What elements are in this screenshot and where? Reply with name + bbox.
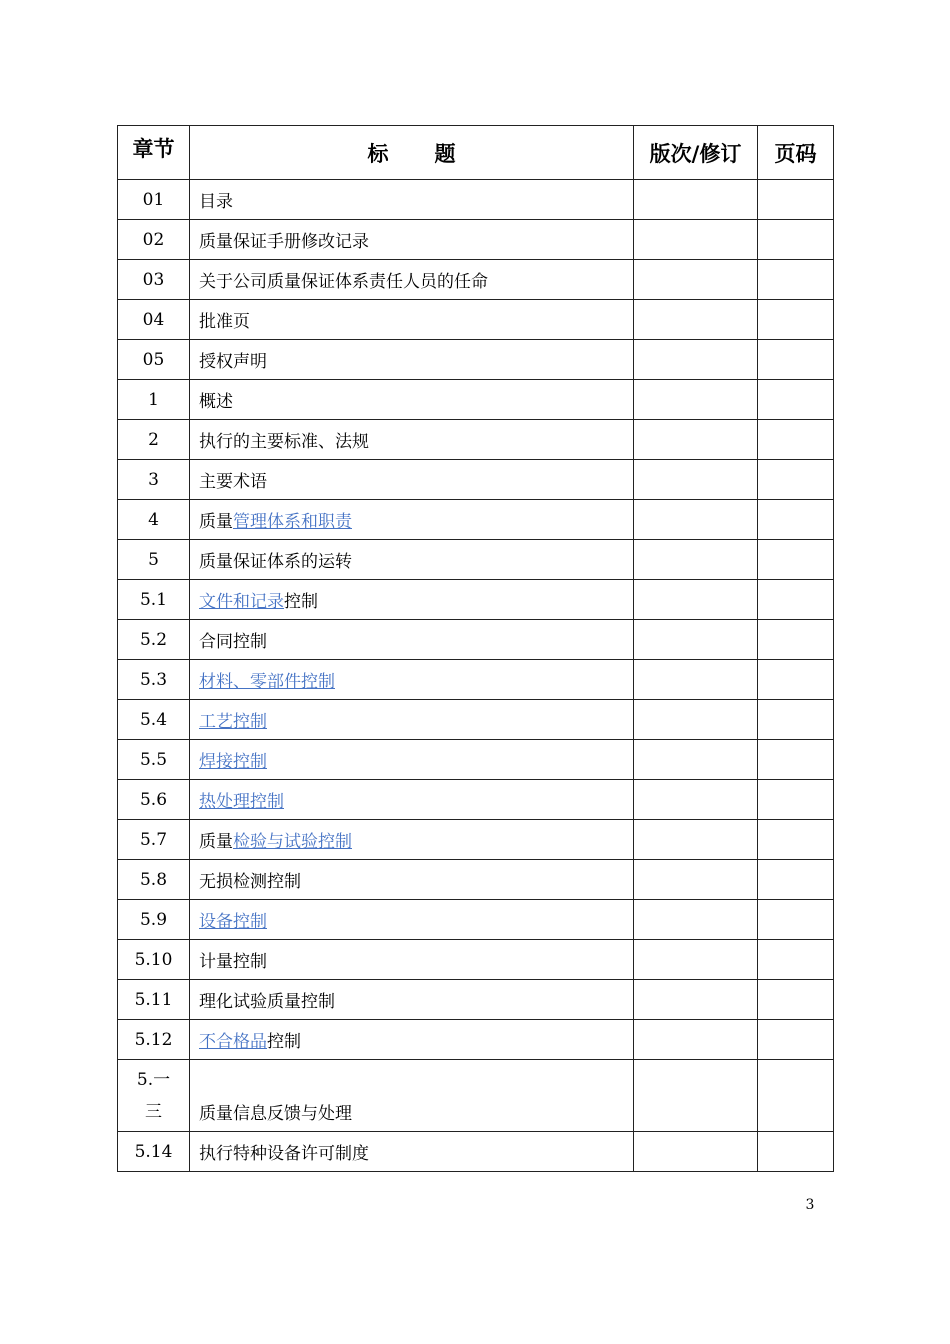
row-title-text: 计量控制 (199, 952, 267, 972)
row-section-number: 5.6 (118, 780, 190, 820)
row-revision (634, 500, 758, 540)
table-row (118, 420, 834, 460)
table-row (118, 900, 834, 940)
row-section-number: 05 (118, 340, 190, 380)
row-title-text: 目录 (199, 192, 233, 212)
row-title-text: 质量 (199, 512, 233, 532)
row-section-number: 03 (118, 260, 190, 300)
row-section-number: 5.3 (118, 660, 190, 700)
row-page (758, 260, 834, 300)
row-section-number: 5.7 (118, 820, 190, 860)
row-page (758, 1020, 834, 1060)
row-section-number: 1 (118, 380, 190, 420)
table-row (118, 660, 834, 700)
table-row (118, 180, 834, 220)
row-section-number: 5.14 (118, 1132, 190, 1172)
row-title (190, 860, 634, 900)
table-row (118, 740, 834, 780)
row-title-text: 质量信息反馈与处理 (199, 1104, 352, 1124)
row-page (758, 620, 834, 660)
row-page (758, 1060, 834, 1132)
row-title-link[interactable]: 工艺控制 (199, 712, 267, 732)
row-title-text: 授权声明 (199, 352, 267, 372)
row-page (758, 1132, 834, 1172)
row-title-link[interactable]: 焊接控制 (199, 752, 267, 772)
row-title (190, 300, 634, 340)
row-page (758, 540, 834, 580)
row-title-text: 合同控制 (199, 632, 267, 652)
row-title (190, 980, 634, 1020)
row-section-number: 5.9 (118, 900, 190, 940)
row-title (190, 180, 634, 220)
row-page (758, 980, 834, 1020)
row-title-text: 关于公司质量保证体系责任人员的任命 (199, 272, 488, 292)
table-row (118, 500, 834, 540)
row-section-number: 5 (118, 540, 190, 580)
toc-table (117, 125, 834, 1172)
row-title-text: 质量 (199, 832, 233, 852)
row-revision (634, 700, 758, 740)
row-title-link[interactable]: 热处理控制 (199, 792, 284, 812)
row-section-number: 5.12 (118, 1020, 190, 1060)
table-row (118, 780, 834, 820)
row-title (190, 340, 634, 380)
row-section-number (118, 1060, 190, 1132)
row-revision (634, 220, 758, 260)
row-section-number: 5.5 (118, 740, 190, 780)
table-row (118, 340, 834, 380)
page-number: 3 (805, 1197, 815, 1213)
row-title-text: 控制 (284, 592, 318, 612)
row-revision (634, 900, 758, 940)
row-title-text: 控制 (267, 1032, 301, 1052)
table-row (118, 260, 834, 300)
row-title-link[interactable]: 文件和记录 (199, 592, 284, 612)
row-title-text: 质量保证手册修改记录 (199, 232, 369, 252)
row-title (190, 460, 634, 500)
row-section-number: 5.11 (118, 980, 190, 1020)
table-row (118, 300, 834, 340)
row-title (190, 780, 634, 820)
row-title-text: 主要术语 (199, 472, 267, 492)
table-row (118, 1060, 834, 1132)
row-revision (634, 740, 758, 780)
row-section-number: 01 (118, 180, 190, 220)
row-title (190, 580, 634, 620)
row-page (758, 860, 834, 900)
row-revision (634, 1132, 758, 1172)
row-revision (634, 940, 758, 980)
row-revision (634, 660, 758, 700)
row-revision (634, 780, 758, 820)
table-row (118, 1020, 834, 1060)
row-page (758, 380, 834, 420)
header-title-part2: 题 (434, 141, 456, 166)
row-page (758, 660, 834, 700)
row-title-text: 执行特种设备许可制度 (199, 1144, 369, 1164)
row-revision (634, 340, 758, 380)
table-row (118, 620, 834, 660)
row-title (190, 620, 634, 660)
row-page (758, 420, 834, 460)
table-row (118, 380, 834, 420)
row-title (190, 1132, 634, 1172)
header-page: 页码 (758, 126, 834, 180)
row-section-number: 5.1 (118, 580, 190, 620)
row-section-number: 3 (118, 460, 190, 500)
row-revision (634, 180, 758, 220)
table-row (118, 860, 834, 900)
row-title-link[interactable]: 检验与试验控制 (233, 832, 352, 852)
row-section-number: 5.2 (118, 620, 190, 660)
table-row (118, 940, 834, 980)
row-page (758, 940, 834, 980)
row-title-text: 无损检测控制 (199, 872, 301, 892)
row-revision (634, 620, 758, 660)
table-row (118, 1132, 834, 1172)
row-section-number: 02 (118, 220, 190, 260)
row-title (190, 260, 634, 300)
row-page (758, 900, 834, 940)
row-title (190, 900, 634, 940)
row-title (190, 540, 634, 580)
row-revision (634, 980, 758, 1020)
row-page (758, 340, 834, 380)
row-revision (634, 580, 758, 620)
row-page (758, 300, 834, 340)
table-header-row (118, 126, 834, 180)
row-revision (634, 420, 758, 460)
row-title (190, 940, 634, 980)
header-section: 章节 (118, 126, 190, 180)
row-revision (634, 260, 758, 300)
row-title (190, 700, 634, 740)
row-revision (634, 540, 758, 580)
row-title (190, 380, 634, 420)
row-title-text: 理化试验质量控制 (199, 992, 335, 1012)
row-page (758, 460, 834, 500)
row-page (758, 700, 834, 740)
row-title-text: 批准页 (199, 312, 250, 332)
row-title-text: 执行的主要标准、法规 (199, 432, 369, 452)
row-title (190, 220, 634, 260)
row-page (758, 180, 834, 220)
row-revision (634, 460, 758, 500)
row-title-link[interactable]: 管理体系和职责 (233, 512, 352, 532)
row-revision (634, 380, 758, 420)
row-page (758, 580, 834, 620)
row-revision (634, 1020, 758, 1060)
table-row (118, 540, 834, 580)
row-title-link[interactable]: 材料、零部件控制 (199, 672, 335, 692)
row-section-number: 5.10 (118, 940, 190, 980)
row-section-line: 5.一 (136, 1069, 171, 1090)
row-title (190, 1020, 634, 1060)
row-page (758, 740, 834, 780)
row-title-link[interactable]: 不合格品 (199, 1032, 267, 1052)
table-row (118, 980, 834, 1020)
row-title (190, 500, 634, 540)
row-section-line: 三 (145, 1101, 162, 1122)
row-page (758, 500, 834, 540)
header-revision: 版次/修订 (634, 126, 758, 180)
table-row (118, 220, 834, 260)
table-row (118, 820, 834, 860)
row-page (758, 220, 834, 260)
toc-body (118, 180, 834, 1172)
row-page (758, 780, 834, 820)
row-section-number: 2 (118, 420, 190, 460)
row-revision (634, 1060, 758, 1132)
row-section-number: 4 (118, 500, 190, 540)
row-section-number: 5.4 (118, 700, 190, 740)
row-revision (634, 860, 758, 900)
row-title-link[interactable]: 设备控制 (199, 912, 267, 932)
row-title (190, 660, 634, 700)
row-title (190, 820, 634, 860)
row-section-number: 5.8 (118, 860, 190, 900)
table-row (118, 700, 834, 740)
row-section-number: 04 (118, 300, 190, 340)
header-title (190, 126, 634, 180)
row-title (190, 420, 634, 460)
row-revision (634, 300, 758, 340)
row-title-text: 质量保证体系的运转 (199, 552, 352, 572)
header-title-part1: 标 (367, 141, 389, 166)
row-title (190, 1060, 634, 1132)
table-row (118, 580, 834, 620)
row-title-text: 概述 (199, 392, 233, 412)
row-title (190, 740, 634, 780)
row-page (758, 820, 834, 860)
row-revision (634, 820, 758, 860)
table-row (118, 460, 834, 500)
